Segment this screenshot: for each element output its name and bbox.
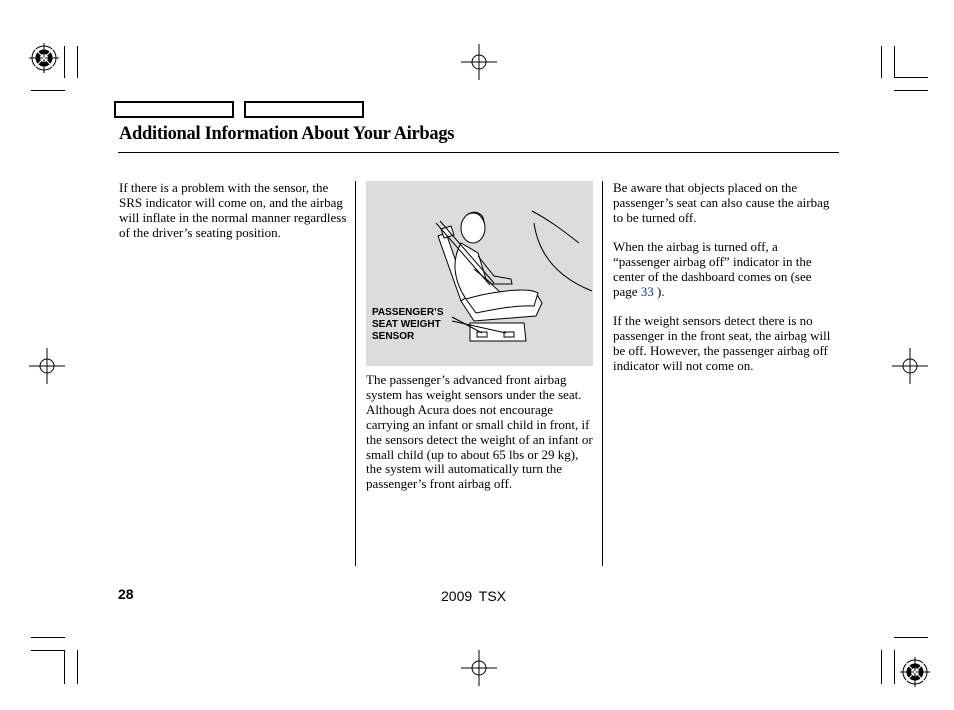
paragraph-text: ). xyxy=(653,283,665,299)
figure-label-line: PASSENGER’S xyxy=(372,307,444,318)
registration-target-icon xyxy=(28,42,60,74)
title-divider xyxy=(118,152,839,153)
page-link[interactable]: 33 xyxy=(640,283,654,299)
page-title: Additional Information About Your Airbags xyxy=(119,124,455,144)
registration-target-icon xyxy=(899,656,931,688)
column-divider xyxy=(355,181,356,566)
crosshair-icon xyxy=(461,650,497,686)
column-divider xyxy=(602,181,603,566)
figure-label-line: SEAT WEIGHT xyxy=(372,319,441,330)
header-tab-box xyxy=(244,101,364,118)
header-tab-box xyxy=(114,101,234,118)
page-number: 28 xyxy=(118,586,134,602)
model-name: 2009 TSX xyxy=(441,588,507,604)
right-column-paragraph-2 xyxy=(613,240,835,300)
right-column-paragraph-1: Be aware that objects placed on the passenger’s seat can also cause the airbag to be turned off. xyxy=(613,180,830,225)
seat-weight-sensor-illustration xyxy=(366,181,593,366)
crosshair-icon xyxy=(29,348,65,384)
crosshair-icon xyxy=(892,348,928,384)
crosshair-icon xyxy=(461,44,497,80)
middle-column-paragraph: The passenger’s advanced front airbag system has weight sensors under the seat. Although Acura does not encourage carrying an infant or small child in front, if the sensors detect the weight of an infant or small child (up to about 65 lbs or 29 kg), the system will automatically turn the passenger’s front airbag off. xyxy=(366,372,593,492)
figure-label-line: SENSOR xyxy=(372,331,415,342)
figure-label xyxy=(372,307,444,343)
left-column-paragraph: If there is a problem with the sensor, the SRS indicator will come on, and the airbag will inflate in the normal manner regardless of the driver’s seating position. xyxy=(119,180,347,240)
right-column-paragraph-3: If the weight sensors detect there is no passenger in the front seat, the airbag will be off. However, the passenger airbag off indicator will not come on. xyxy=(613,313,831,373)
paragraph-text: When the airbag is turned off, a “passenger airbag off” indicator in the center of the dashboard comes on (see page xyxy=(613,239,812,299)
